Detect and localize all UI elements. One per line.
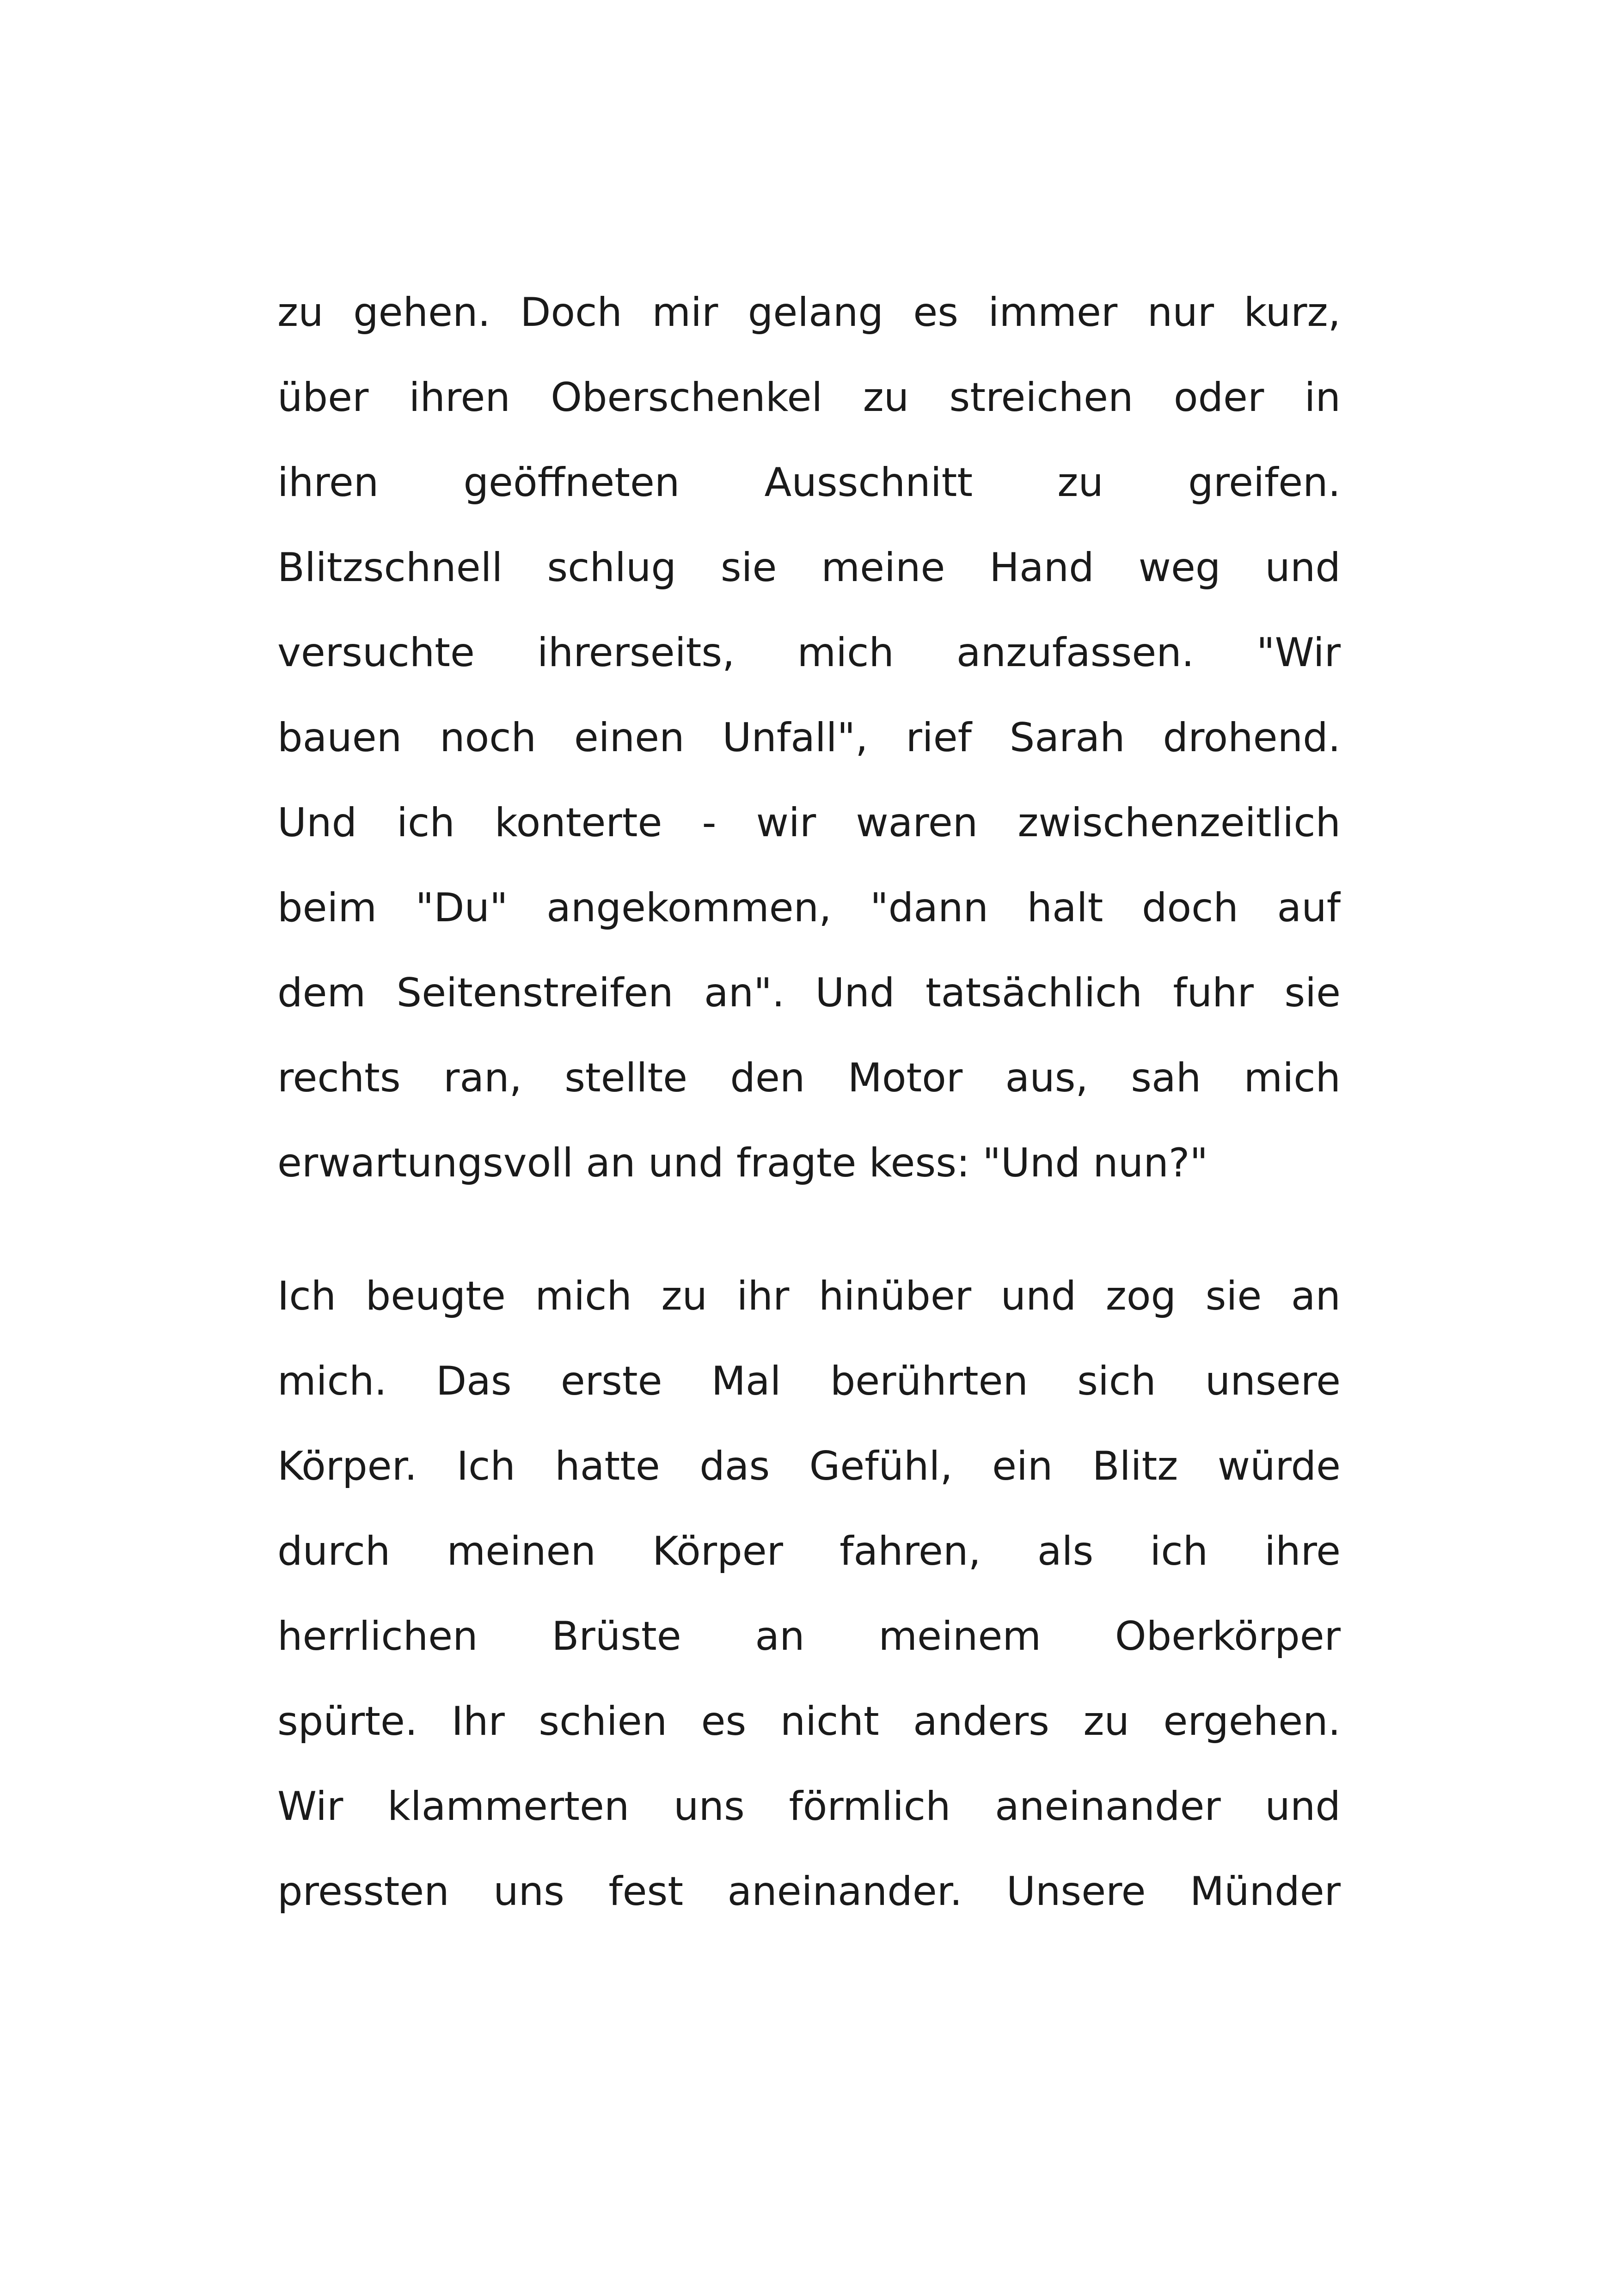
text-line: Blitzschnell schlug sie meine Hand weg und xyxy=(277,545,1341,591)
text-line: Ich beugte mich zu ihr hinüber und zog sie an xyxy=(277,1273,1341,1319)
text-line: bauen noch einen Unfall", rief Sarah drohend. xyxy=(277,715,1341,761)
text-line: mich. Das erste Mal berührten sich unsere xyxy=(277,1358,1341,1404)
text-line: durch meinen Körper fahren, als ich ihre xyxy=(277,1528,1341,1574)
text-line: spürte. Ihr schien es nicht anders zu ergehen. xyxy=(277,1698,1341,1745)
text-line: Und ich konterte - wir waren zwischenzeitlich xyxy=(277,800,1341,846)
text-line: versuchte ihrerseits, mich anzufassen. "Wir xyxy=(277,630,1341,676)
text-line: Wir klammerten uns förmlich aneinander und xyxy=(277,1783,1341,1830)
text-line: rechts ran, stellte den Motor aus, sah mich xyxy=(277,1055,1341,1101)
paragraph-1 xyxy=(277,270,1341,1206)
text-line: ihren geöffneten Ausschnitt zu greifen. xyxy=(277,459,1341,506)
text-line: dem Seitenstreifen an". Und tatsächlich fuhr sie xyxy=(277,970,1341,1016)
text-line: pressten uns fest aneinander. Unsere Münder xyxy=(277,1868,1341,1915)
paragraph-2 xyxy=(277,1254,1341,1934)
text-line: erwartungsvoll an und fragte kess: "Und nun?" xyxy=(277,1140,1208,1186)
text-line: beim "Du" angekommen, "dann halt doch auf xyxy=(277,885,1341,931)
text-line: zu gehen. Doch mir gelang es immer nur kurz, xyxy=(277,289,1341,336)
text-line: herrlichen Brüste an meinem Oberkörper xyxy=(277,1613,1341,1659)
text-line: über ihren Oberschenkel zu streichen oder in xyxy=(277,374,1341,421)
text-line: Körper. Ich hatte das Gefühl, ein Blitz würde xyxy=(277,1443,1341,1489)
